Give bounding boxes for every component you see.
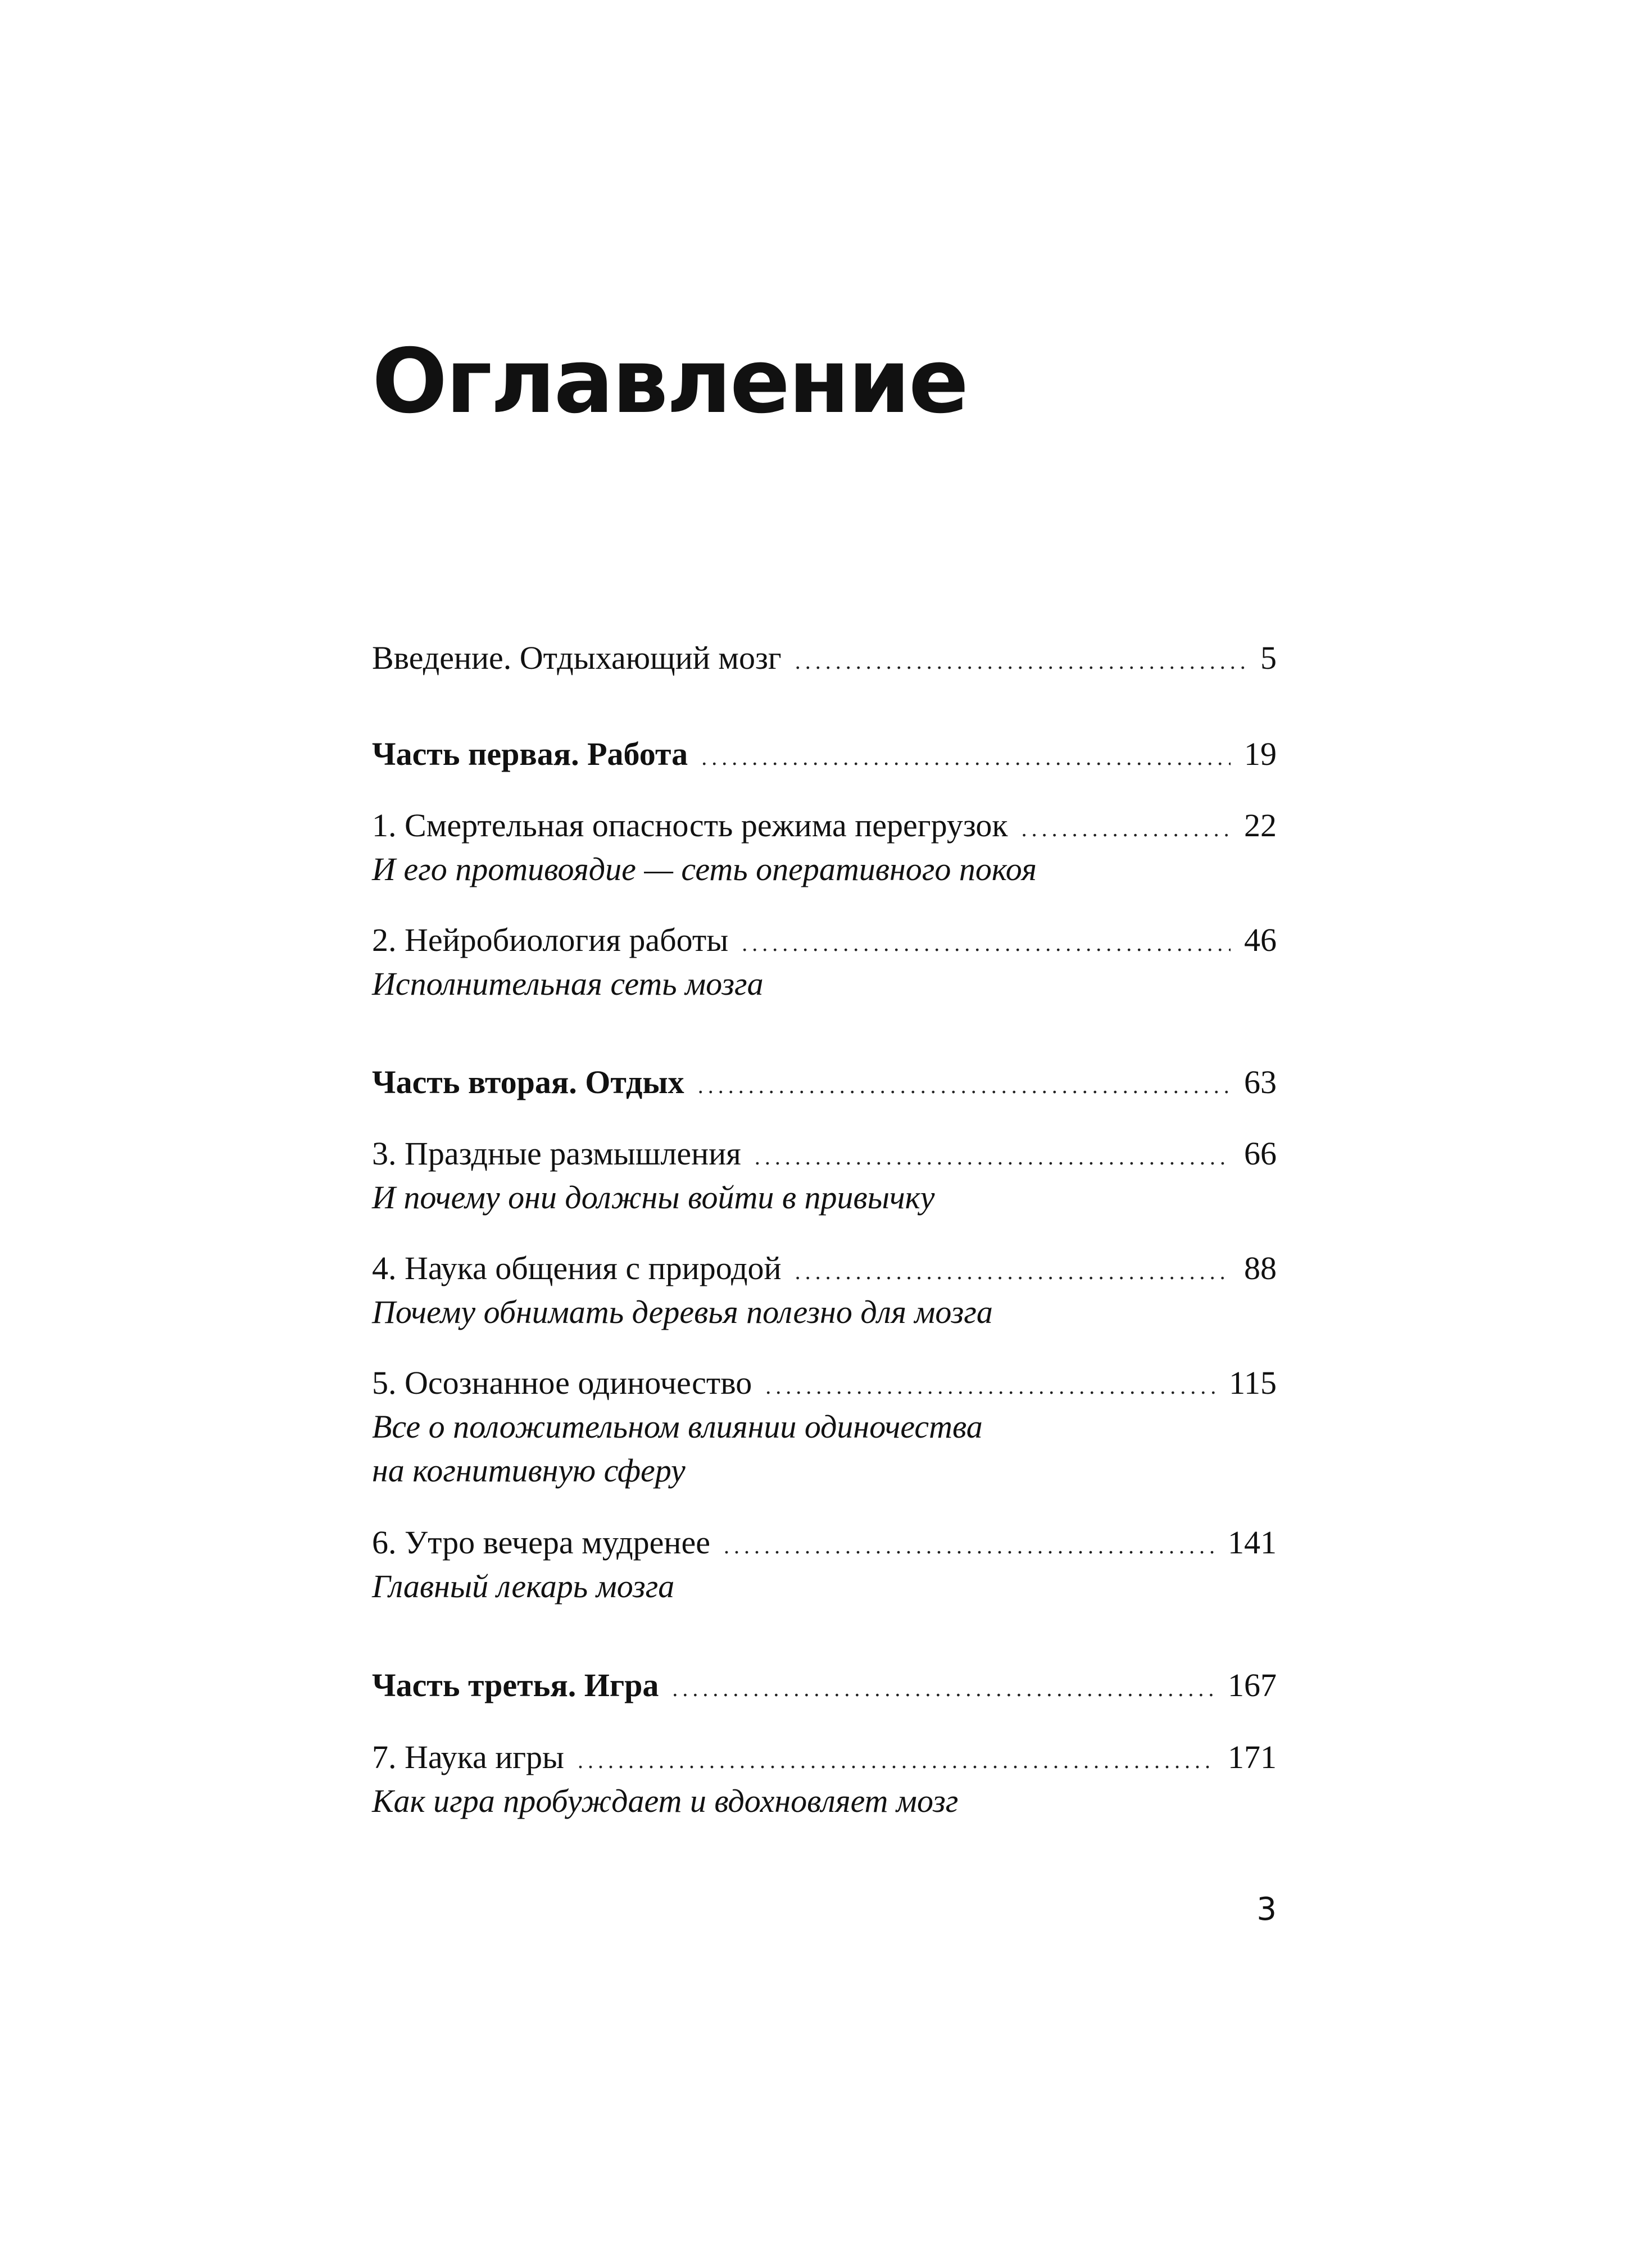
page-number: 3 — [1256, 1891, 1277, 1928]
toc-entry-label: Часть вторая. Отдых — [372, 1064, 684, 1100]
toc-entry-page: 46 — [1244, 922, 1277, 958]
toc-entry-label: 5. Осознанное одиночество — [372, 1365, 752, 1401]
toc-chapter-subtitle: Как игра пробуждает и вдохновляет мозг — [372, 1783, 959, 1819]
dot-leader — [765, 1361, 1215, 1408]
dot-leader — [742, 918, 1231, 966]
toc-chapter-subtitle: И его противоядие — сеть оперативного покоя — [372, 851, 1037, 887]
toc-part-3 — [372, 1664, 1277, 1711]
toc-entry-page: 88 — [1244, 1250, 1277, 1286]
toc-chapter-subtitle: Исполнительная сеть мозга — [372, 966, 764, 1002]
toc-chapter-6 — [372, 1521, 1277, 1568]
toc-chapter-5 — [372, 1361, 1277, 1408]
toc-chapter-subtitle: Почему обнимать деревья полезно для мозга — [372, 1294, 993, 1330]
dot-leader — [1022, 804, 1231, 851]
toc-chapter-subtitle: И почему они должны войти в привычку — [372, 1179, 935, 1216]
toc-chapter-7 — [372, 1735, 1277, 1783]
toc-part-1 — [372, 732, 1277, 779]
toc-entry-label: 1. Смертельная опасность режима перегрузок — [372, 807, 1008, 844]
toc-entry-label: Часть первая. Работа — [372, 736, 688, 772]
page-title: Оглавление — [372, 330, 968, 433]
toc-entry-label: Часть третья. Игра — [372, 1667, 659, 1703]
dot-leader — [795, 1247, 1231, 1294]
toc-entry-page: 167 — [1228, 1667, 1277, 1703]
toc-entry-label: Введение. Отдыхающий мозг — [372, 640, 782, 676]
toc-chapter-1 — [372, 804, 1277, 851]
dot-leader — [578, 1735, 1214, 1783]
toc-entry-page: 171 — [1228, 1739, 1277, 1775]
toc-entry-page: 22 — [1244, 807, 1277, 844]
toc-entry-label: 4. Наука общения с природой — [372, 1250, 782, 1286]
toc-chapter-subtitle: на когнитивную сферу — [372, 1452, 686, 1489]
dot-leader — [755, 1132, 1231, 1179]
toc-chapter-3 — [372, 1132, 1277, 1179]
toc-part-2 — [372, 1060, 1277, 1108]
toc-entry-page: 115 — [1229, 1365, 1277, 1401]
dot-leader — [698, 1060, 1231, 1108]
dot-leader — [701, 732, 1231, 779]
toc-entry-label: 6. Утро вечера мудренее — [372, 1524, 710, 1561]
toc-entry-page: 5 — [1260, 640, 1277, 676]
toc-entry-page: 19 — [1244, 736, 1277, 772]
toc-entry-label: 2. Нейробиология работы — [372, 922, 729, 958]
dot-leader — [672, 1664, 1214, 1711]
toc-entry-page: 141 — [1228, 1524, 1277, 1561]
toc-entry-label: 7. Наука игры — [372, 1739, 565, 1775]
toc-entry-page: 66 — [1244, 1135, 1277, 1172]
toc-chapter-2 — [372, 918, 1277, 966]
dot-leader — [795, 636, 1247, 683]
dot-leader — [724, 1521, 1214, 1568]
toc-chapter-subtitle: Все о положительном влиянии одиночества — [372, 1408, 983, 1445]
toc-entry-label: 3. Праздные размышления — [372, 1135, 741, 1172]
toc-entry-introduction — [372, 636, 1277, 683]
toc-entry-page: 63 — [1244, 1064, 1277, 1100]
toc-chapter-4 — [372, 1247, 1277, 1294]
toc-chapter-subtitle: Главный лекарь мозга — [372, 1568, 675, 1605]
